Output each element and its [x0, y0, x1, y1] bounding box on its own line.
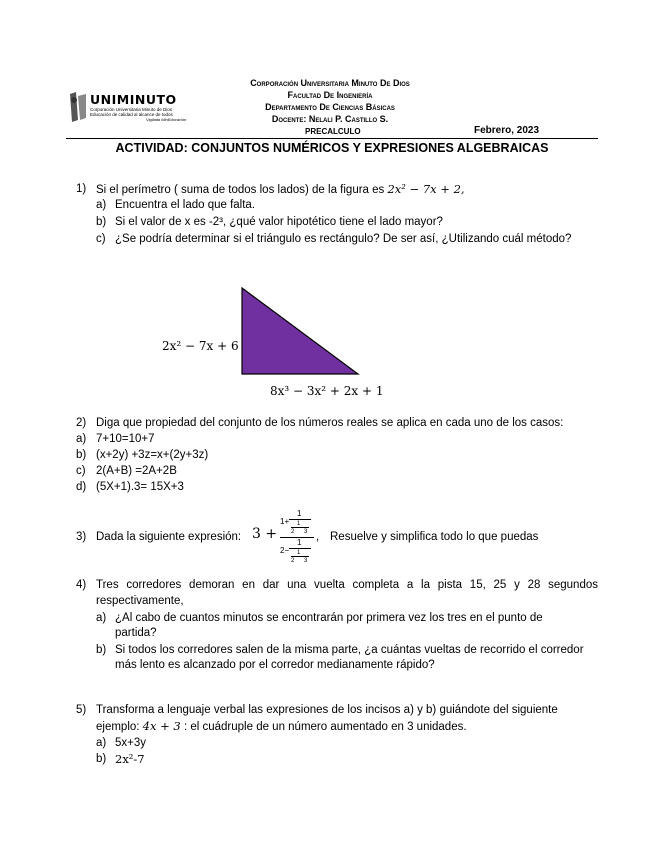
q5-text-line2 — [96, 719, 467, 735]
denominator-sub-half: 2 — [291, 558, 295, 564]
q2-item-d: (5X+1).3= 15X+3 — [96, 481, 184, 493]
q5-example-expression: 4x + 3 — [142, 719, 181, 733]
denominator-lead: 2− — [280, 546, 290, 555]
q1-item-a: Encuentra el lado que falta. — [115, 199, 256, 211]
triangle-base-label: 8x³ − 3x² + 2x + 1 — [270, 384, 384, 398]
item-label: d) — [76, 481, 87, 493]
logo-subtitle-2: Educación de calidad al alcance de todos — [90, 112, 173, 117]
item-label: a) — [76, 433, 87, 445]
logo — [66, 90, 206, 124]
q1-item-b: Si el valor de x es -2³, ¿qué valor hipotético tiene el lado mayor? — [115, 216, 443, 228]
header-teacher: Docente: Nelali P. Castillo S. — [271, 114, 389, 124]
q4-text-line2: respectivamente, — [96, 595, 184, 607]
numerator-lead: 1+ — [280, 517, 290, 526]
q3-instruction: Resuelve y simplifica todo lo que puedas — [330, 531, 539, 543]
q2-item-b: (x+2y) +3z=x+(2y+3z) — [96, 449, 209, 461]
item-label: c) — [96, 233, 106, 245]
page-title: ACTIVIDAD: CONJUNTOS NUMÉRICOS Y EXPRESIONES ALGEBRAICAS — [115, 141, 549, 155]
q5-item-b: 2x²-7 — [115, 752, 145, 766]
question-number: 5) — [76, 704, 87, 716]
question-number: 1) — [76, 183, 87, 195]
denominator-sub-third: 3 — [304, 558, 308, 564]
item-label: b) — [96, 753, 107, 765]
header-department: Departamento De Ciencias Básicas — [265, 102, 395, 112]
header-faculty: Facultad De Ingeniería — [287, 90, 373, 100]
logo-emblem-icon — [66, 90, 90, 124]
denominator-top-one: 1 — [297, 538, 302, 547]
logo-subtitle-3: Vigilada MinEducación — [146, 117, 187, 122]
question-number: 4) — [76, 579, 87, 591]
logo-subtitle-1: Corporación Universitaria Minuto de Dios — [90, 107, 173, 112]
fraction-denominator — [280, 539, 314, 565]
q4-item-a-line1: ¿Al cabo de cuantos minutos se encontrarán por primera vez los tres en el punto de — [115, 612, 543, 624]
q5-example-description: : el cuádruple de un número aumentado en 3 unidades. — [183, 721, 467, 733]
fraction-numerator — [280, 510, 314, 536]
question-number: 2) — [76, 417, 87, 429]
q3-comma: , — [316, 531, 320, 543]
q3-expr-three: 3 + — [252, 526, 278, 542]
q1-item-c: ¿Se podría determinar si el triángulo es rectángulo? De ser así, ¿Utilizando cuál método? — [115, 233, 572, 245]
header-institution: Corporación Universitaria Minuto De Dios — [250, 78, 410, 88]
q2-text: Diga que propiedad del conjunto de los números reales se aplica en cada uno de los casos: — [96, 417, 564, 429]
q4-text-line1: Tres corredores demoran en dar una vuelta completa a la pista 15, 25 y 28 segundos — [96, 579, 598, 591]
q4-item-b-line1: Si todos los corredores salen de la misma parte, ¿a cuántas vueltas de recorrido el corredor — [115, 644, 584, 656]
q5-example-label: ejemplo: — [96, 721, 140, 733]
triangle-side-label: 2x² − 7x + 6 — [162, 339, 239, 353]
item-label: c) — [76, 465, 86, 477]
header-course: PRECALCULO — [305, 127, 361, 136]
header-date: Febrero, 2023 — [474, 125, 540, 136]
q5-text-line1: Transforma a lenguaje verbal las expresiones de los incisos a) y b) guiándote del siguiente — [96, 704, 558, 716]
q1-text: Si el perímetro ( suma de todos los lados) de la figura es — [96, 184, 385, 196]
question-2 — [0, 416, 655, 496]
item-label: a) — [96, 612, 107, 624]
numerator-top-one: 1 — [297, 509, 302, 518]
q2-item-a: 7+10=10+7 — [96, 433, 155, 445]
denominator-sub-one: 1 — [297, 550, 301, 556]
right-triangle — [242, 288, 358, 374]
question-1 — [0, 182, 655, 262]
question-4 — [0, 578, 655, 678]
q3-text: Dada la siguiente expresión: — [96, 531, 242, 543]
numerator-sub-one: 1 — [297, 521, 301, 527]
header-rule — [66, 138, 598, 139]
q5-item-a: 5x+3y — [115, 737, 147, 749]
item-label: b) — [96, 644, 107, 656]
q2-item-c: 2(A+B) =2A+2B — [96, 465, 177, 477]
numerator-sub-third: 3 — [304, 529, 308, 535]
triangle-figure — [240, 286, 370, 376]
item-label: b) — [76, 449, 87, 461]
q4-item-a-line2: partida? — [115, 627, 157, 639]
question-number: 3) — [76, 531, 87, 543]
q1-expression: 2x² − 7x + 2, — [387, 182, 465, 196]
numerator-sub-half: 2 — [291, 529, 295, 535]
q4-item-b-line2: más lento es alcanzado por el corredor medianamente rápido? — [115, 659, 435, 671]
question-5 — [0, 703, 655, 773]
logo-text: UNIMINUTO — [90, 92, 177, 107]
question-text — [96, 182, 465, 198]
item-label: b) — [96, 216, 107, 228]
question-3 — [0, 508, 655, 568]
item-label: a) — [96, 199, 107, 211]
item-label: a) — [96, 737, 107, 749]
